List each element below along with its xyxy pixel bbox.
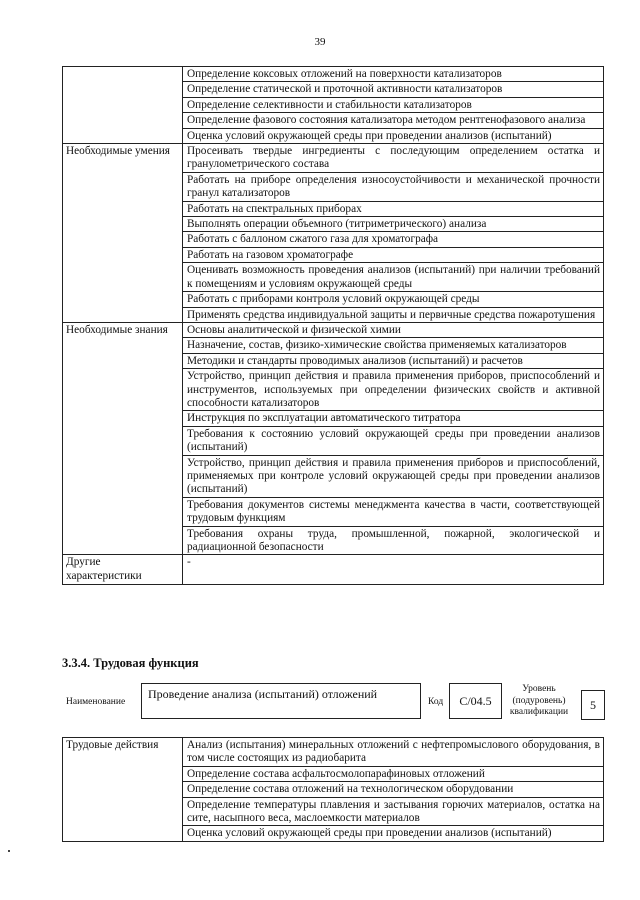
page-number: 39 <box>314 36 326 48</box>
row-item: Определение коксовых отложений на поверхности катализаторов <box>183 67 604 82</box>
row-item: Работать с приборами контроля условий окружающей среды <box>183 292 604 307</box>
level-label-line: квалификации <box>509 707 569 717</box>
name-label: Наименование <box>66 697 126 707</box>
row-item: Оценивать возможность проведения анализов (испытаний) при наличии требований к помещениям и условиям окружающей среды <box>183 263 604 292</box>
row-item: Основы аналитической и физической химии <box>183 322 604 337</box>
row-item: Требования охраны труда, промышленной, пожарной, экологической и радиационной безопасности <box>183 526 604 555</box>
row-item: Определение состава асфальтосмолопарафиновых отложений <box>183 766 604 781</box>
row-item: Просеивать твердые ингредиенты с последующим определением остатка и гранулометрического состава <box>183 144 604 173</box>
row-item: Применять средства индивидуальной защиты и первичные средства пожаротушения <box>183 307 604 322</box>
category-skills: Необходимые умения <box>63 144 183 323</box>
row-item: Работать с баллоном сжатого газа для хроматографа <box>183 232 604 247</box>
qualification-level-label <box>505 684 573 719</box>
section-title: 3.3.4. Трудовая функция <box>62 656 199 670</box>
table-row <box>63 738 604 767</box>
row-item: Определение состава отложений на технологическом оборудовании <box>183 782 604 797</box>
row-item: Работать на спектральных приборах <box>183 201 604 216</box>
row-item: Оценка условий окружающей среды при проведении анализов (испытаний) <box>183 826 604 841</box>
row-item: Инструкция по эксплуатации автоматического титратора <box>183 411 604 426</box>
row-item: Требования к состоянию условий окружающей среды при проведении анализов (испытаний) <box>183 426 604 455</box>
function-name-field: Проведение анализа (испытаний) отложений <box>141 683 421 719</box>
category-other: Другие характеристики <box>63 555 183 585</box>
row-item: Назначение, состав, физико-химические свойства применяемых катализаторов <box>183 338 604 353</box>
category-labor-actions: Трудовые действия <box>63 738 183 842</box>
row-item: Анализ (испытания) минеральных отложений с нефтепромыслового оборудования, в том числе состоящих из радиобарита <box>183 738 604 767</box>
qualification-level-field: 5 <box>581 690 605 720</box>
table-row <box>63 67 604 82</box>
row-item: Определение фазового состояния катализатора методом рентгенофазового анализа <box>183 113 604 128</box>
row-item: Методики и стандарты проводимых анализов (испытаний) и расчетов <box>183 353 604 368</box>
function-code-field: C/04.5 <box>449 683 502 719</box>
table-row <box>63 322 604 337</box>
row-item: Работать на газовом хроматографе <box>183 247 604 262</box>
category-knowledge: Необходимые знания <box>63 322 183 555</box>
row-item: Требования документов системы менеджмента качества в части, соответствующей трудовым функциям <box>183 497 604 526</box>
row-item: Устройство, принцип действия и правила применения приборов, приспособлений и инструментов, используемых при определении физических свойств и активной способности катализаторов <box>183 369 604 411</box>
labor-actions-table <box>62 737 604 842</box>
row-item: Определение температуры плавления и застывания горючих материалов, остатка на сите, насыпного веса, маслоемкости материалов <box>183 797 604 826</box>
row-item: Оценка условий окружающей среды при проведении анализов (испытаний) <box>183 128 604 143</box>
level-label-line: Уровень <box>522 684 556 694</box>
scan-speck <box>8 850 10 852</box>
row-item: Определение селективности и стабильности катализаторов <box>183 97 604 112</box>
row-item: Устройство, принцип действия и правила применения приборов и приспособлений, применяемых при контроле условий окружающей среды при проведении анализов (испытаний) <box>183 455 604 497</box>
row-item: Выполнять операции объемного (титриметрического) анализа <box>183 217 604 232</box>
table-row <box>63 555 604 585</box>
row-item: Определение статической и проточной активности катализаторов <box>183 82 604 97</box>
row-item: Работать на приборе определения износоустойчивости и механической прочности гранул катализаторов <box>183 172 604 201</box>
code-label: Код <box>428 697 444 707</box>
requirements-table <box>62 66 604 585</box>
row-category <box>63 67 183 144</box>
level-label-line: (подуровень) <box>512 695 566 706</box>
row-item: - <box>183 555 604 585</box>
table-row <box>63 144 604 173</box>
